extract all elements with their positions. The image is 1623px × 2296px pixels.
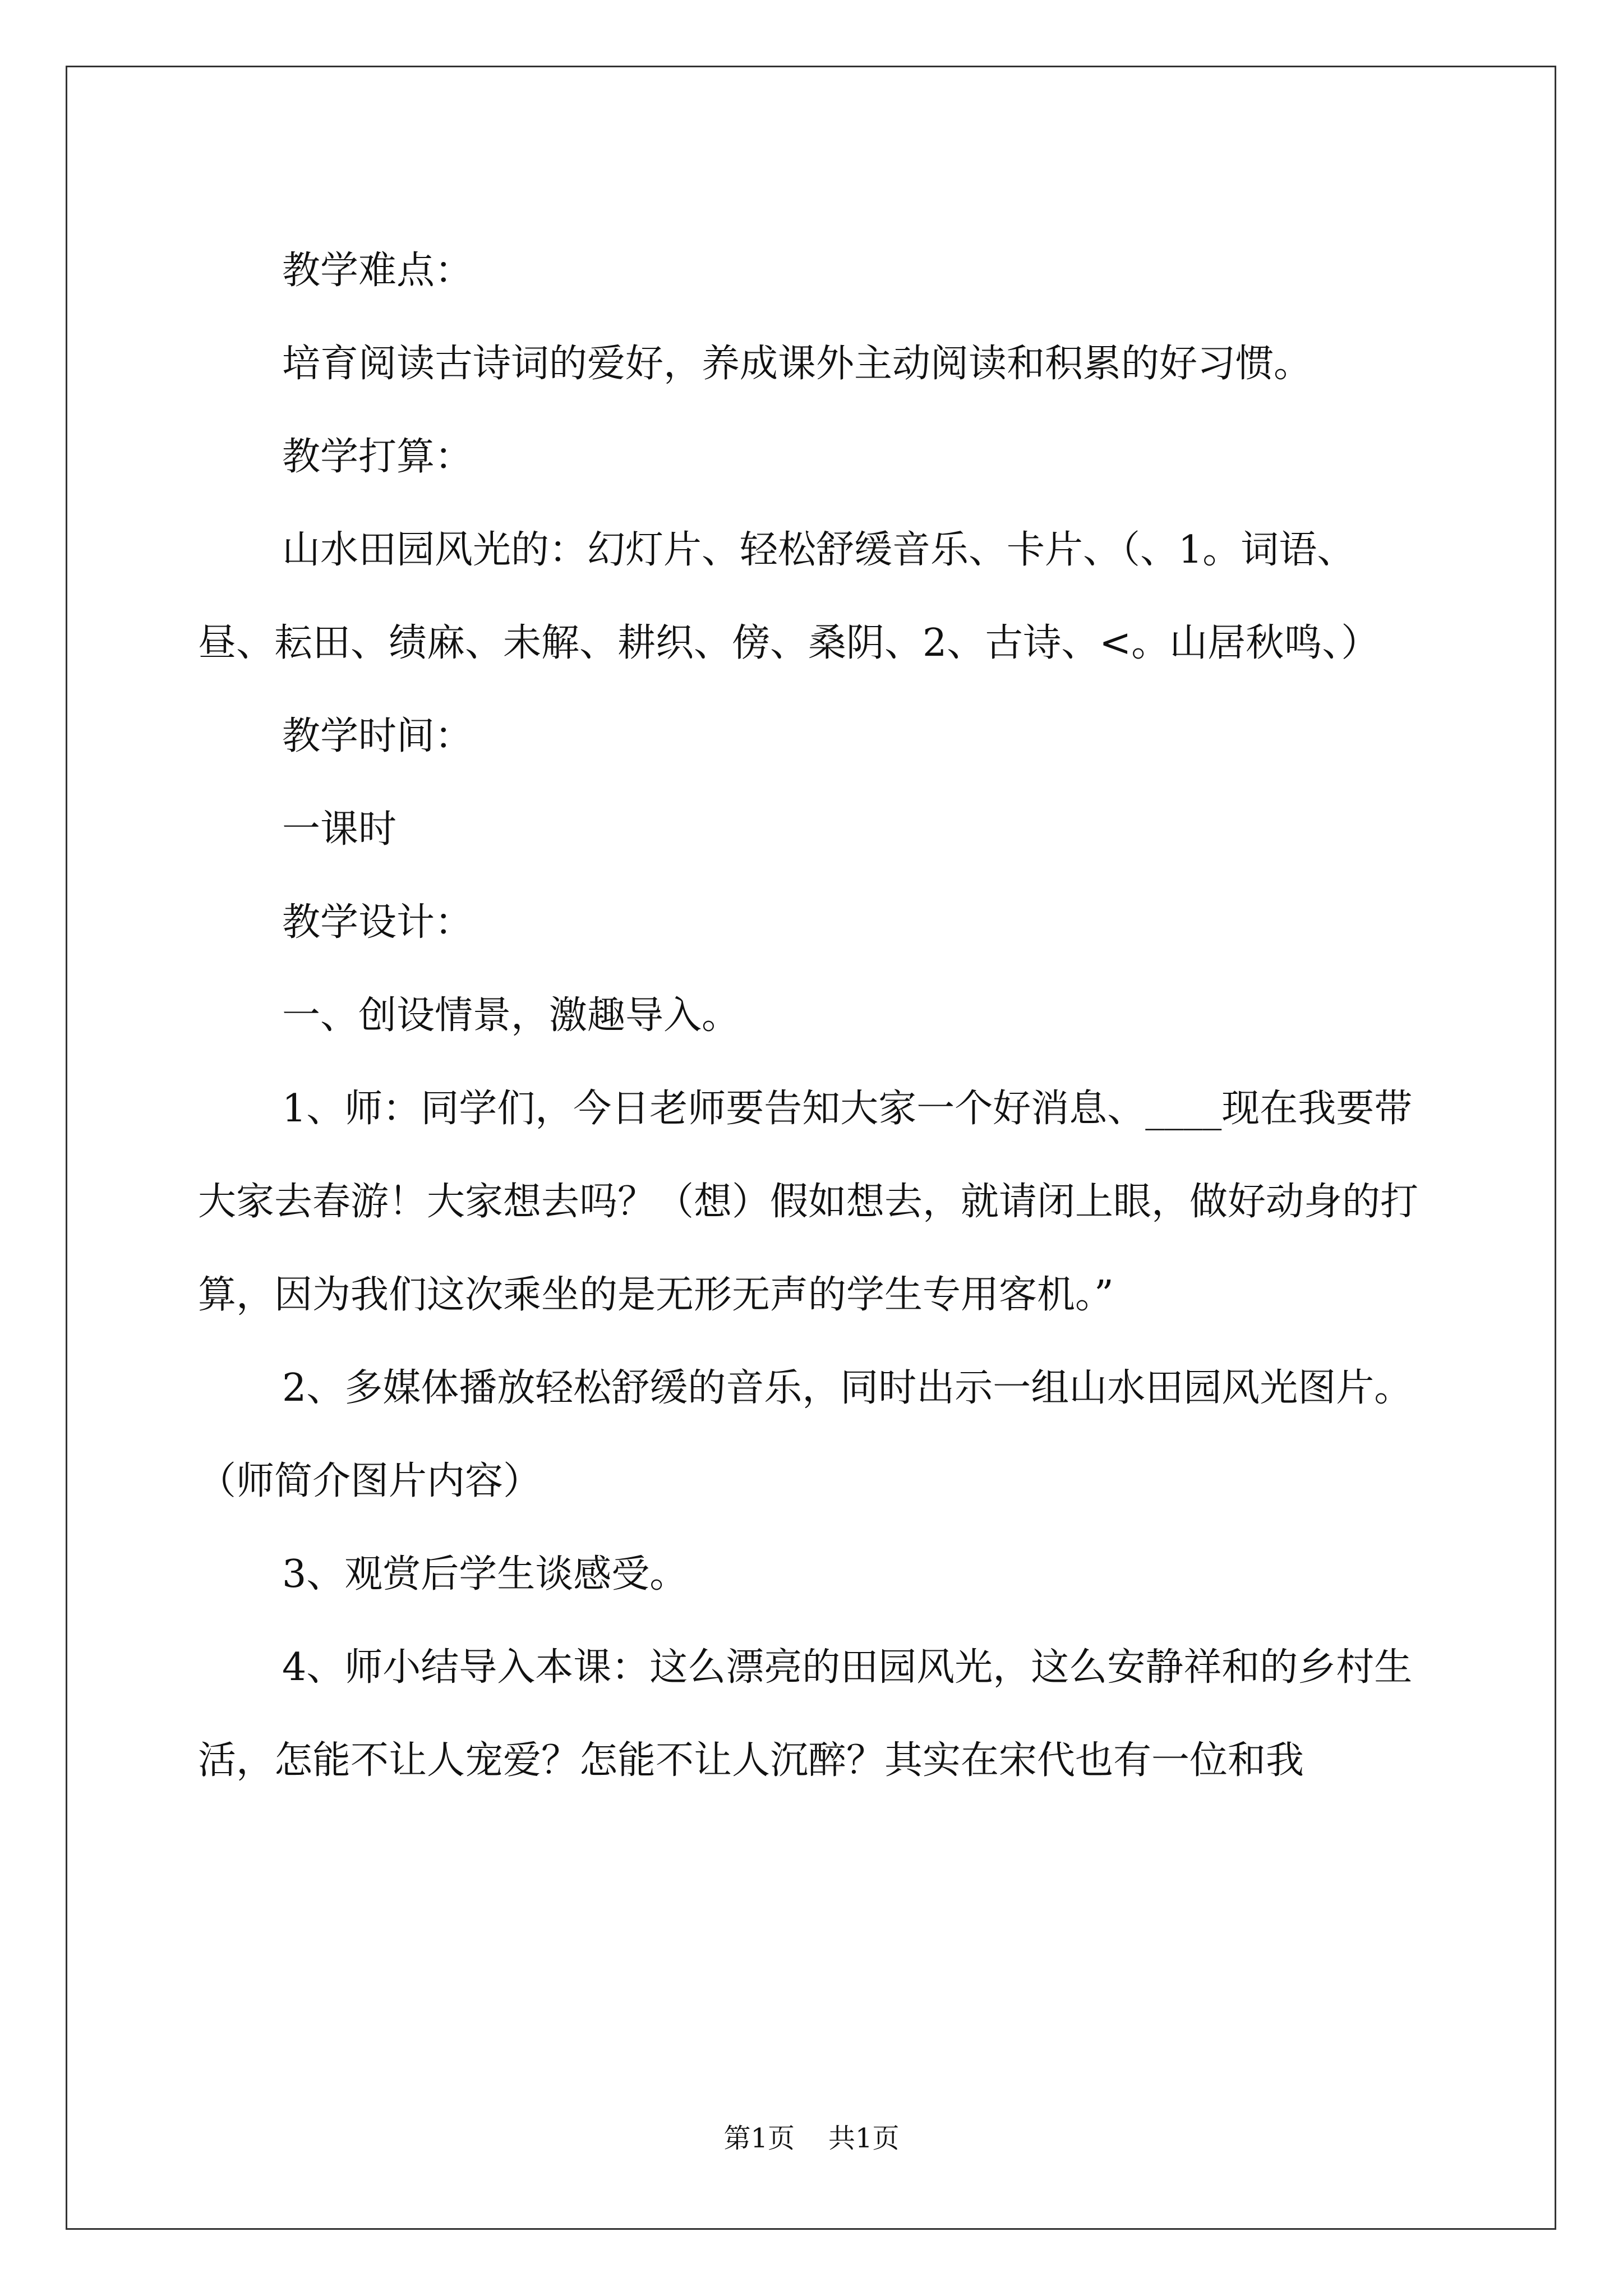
paragraph-step-3: 3、观赏后学生谈感受。 <box>282 1552 688 1596</box>
page-footer <box>0 2122 1623 2155</box>
paragraph-step-4: 4、师小结导入本课：这么漂亮的田园风光，这么安静祥和的乡村生活，怎能不让人宠爱？怎能不让人沉醉？其实在宋代也有一位和我 <box>198 1645 1413 1783</box>
paragraph-difficulty-heading: 教学难点： <box>282 249 473 293</box>
paragraph-step-1: 1、师：同学们，今日老师要告知大家一个好消息、____现在我要带大家去春游！大家想去吗？（想）假如想去，就请闭上眼，做好动身的打算，因为我们这次乘坐的是无形无声的学生专用客机。” <box>198 1087 1419 1317</box>
page-total: 共1页 <box>828 2123 900 2154</box>
paragraph-time-text: 一课时 <box>282 807 397 852</box>
paragraph-design-heading: 教学设计： <box>282 900 473 945</box>
paragraph-time-heading: 教学时间： <box>282 714 473 758</box>
paragraph-preparation-heading: 教学打算： <box>282 435 473 479</box>
paragraph-difficulty-text: 培育阅读古诗词的爱好，养成课外主动阅读和积累的好习惯。 <box>282 342 1312 386</box>
paragraph-section-one: 一、创设情景，激趣导入。 <box>282 993 740 1038</box>
document-body <box>198 224 1426 1807</box>
paragraph-step-2: 2、多媒体播放轻松舒缓的音乐，同时出示一组山水田园风光图片。（师简介图片内容） <box>198 1366 1413 1503</box>
paragraph-preparation-text: 山水田园风光的：幻灯片、轻松舒缓音乐、卡片、（、1。词语、昼、耘田、绩麻、未解、耕织、傍、桑阴、2、古诗、<。山居秋鸣、） <box>198 528 1380 665</box>
page-number: 第1页 <box>723 2123 795 2154</box>
